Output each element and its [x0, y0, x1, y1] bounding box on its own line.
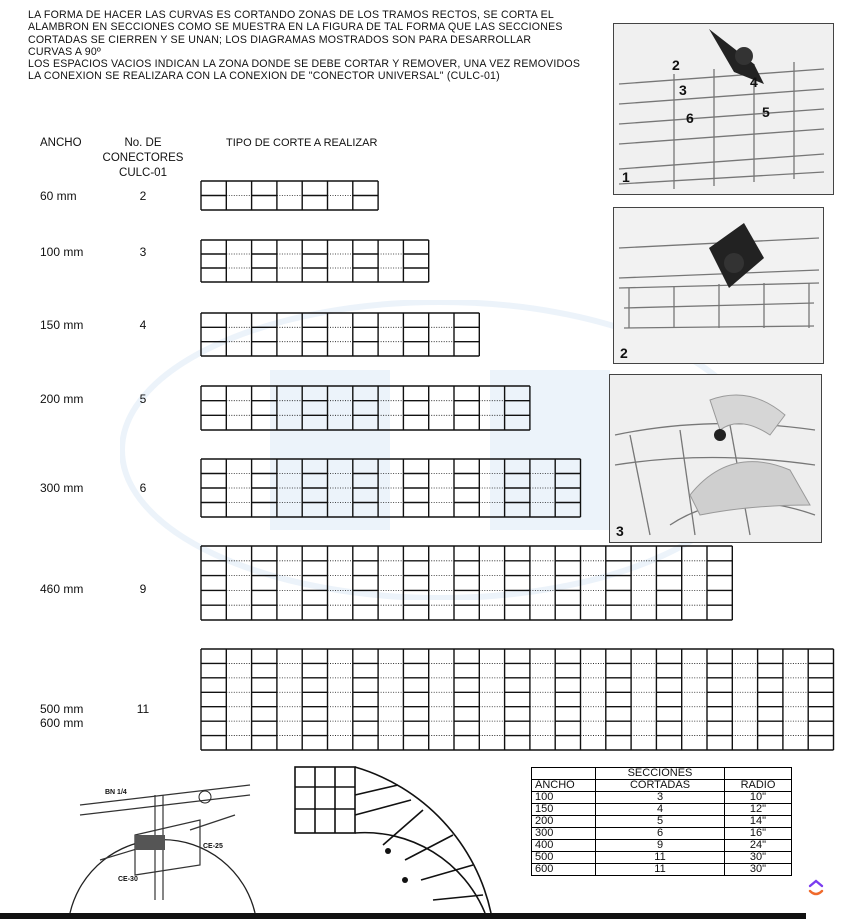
cell-secciones: 11 — [596, 864, 725, 876]
cell-radio: 12" — [725, 804, 792, 816]
detail-drawing — [60, 765, 260, 913]
row-ancho: 460 mm — [40, 582, 84, 596]
header-ancho: ANCHO — [532, 780, 596, 792]
header-radio: RADIO — [725, 780, 792, 792]
intro-line: LA CONEXION SE REALIZARA CON LA CONEXION DE "CONECTOR UNIVERSAL" (CULC-01) — [28, 70, 500, 83]
table-header-row — [532, 780, 792, 792]
photo-cutting-wire-2 — [613, 207, 824, 364]
cell-secciones: 4 — [596, 804, 725, 816]
row-ancho: 300 mm — [40, 481, 84, 495]
table-header-row — [532, 768, 792, 780]
row-ancho: 150 mm — [40, 318, 84, 332]
cell-radio: 30" — [725, 864, 792, 876]
cell-ancho: 500 — [532, 852, 596, 864]
radius-table — [531, 767, 792, 876]
row-ancho: 600 mm — [40, 716, 84, 730]
row-count: 3 — [139, 245, 147, 259]
table-row — [532, 864, 792, 876]
cell-secciones: 9 — [596, 840, 725, 852]
row-count: 11 — [136, 702, 150, 716]
app-logo-icon — [806, 878, 826, 898]
photo-drawing — [614, 208, 823, 363]
photo-label: 5 — [762, 104, 770, 120]
cell-radio: 14" — [725, 816, 792, 828]
intro-line: LOS ESPACIOS VACIOS INDICAN LA ZONA DONDE SE DEBE CORTAR Y REMOVER, UNA VEZ REMOVIDOS — [28, 58, 581, 71]
row-count: 9 — [139, 582, 147, 596]
cell-secciones: 6 — [596, 828, 725, 840]
header-cortadas: CORTADAS — [596, 780, 725, 792]
row-ancho: 500 mm — [40, 702, 84, 716]
header-conectores-line: CULC-01 — [119, 167, 167, 179]
intro-line: CORTADAS SE CIERREN Y SE UNAN; LOS DIAGRAMAS MOSTRADOS SON PARA DESARROLLAR — [28, 33, 532, 46]
photo-drawing — [614, 24, 833, 194]
table-row — [532, 828, 792, 840]
detail-label: CE-25 — [203, 843, 223, 850]
header-tipo-corte: TIPO DE CORTE A REALIZAR — [226, 137, 378, 149]
curve-90-diagram — [293, 765, 493, 915]
cell-secciones: 5 — [596, 816, 725, 828]
table-row — [532, 804, 792, 816]
header-secciones: SECCIONES — [596, 768, 725, 780]
row-ancho: 100 mm — [40, 245, 84, 259]
cell-ancho: 150 — [532, 804, 596, 816]
photo-label: 2 — [672, 57, 680, 73]
photo-label: 3 — [616, 523, 624, 539]
photo-cutting-wire-1 — [613, 23, 834, 195]
row-count: 2 — [139, 189, 147, 203]
photo-label: 1 — [622, 169, 630, 185]
photo-label: 3 — [679, 82, 687, 98]
photo-joining-sections — [609, 374, 822, 543]
photo-drawing — [610, 375, 821, 542]
table-row — [532, 852, 792, 864]
photo-label: 4 — [750, 74, 758, 90]
photo-label: 6 — [686, 110, 694, 126]
page-bottom-bar — [0, 913, 806, 919]
photo-label: 2 — [620, 345, 628, 361]
detail-label: BN 1/4 — [105, 789, 127, 796]
intro-line: ALAMBRON EN SECCIONES COMO SE MUESTRA EN LA FIGURA DE TAL FORMA QUE LAS SECCIONES — [28, 21, 563, 34]
row-count: 4 — [139, 318, 147, 332]
header-ancho: ANCHO — [40, 137, 82, 149]
row-ancho: 200 mm — [40, 392, 84, 406]
row-count: 5 — [139, 392, 147, 406]
cell-ancho: 200 — [532, 816, 596, 828]
table-row — [532, 840, 792, 852]
table-row — [532, 792, 792, 804]
cell-ancho: 100 — [532, 792, 596, 804]
table-row — [532, 816, 792, 828]
cell-ancho: 600 — [532, 864, 596, 876]
intro-line: CURVAS A 90º — [28, 45, 102, 58]
detail-label: CE-30 — [118, 876, 138, 883]
connector-detail-drawing — [60, 765, 260, 913]
cell-radio: 16" — [725, 828, 792, 840]
row-ancho: 60 mm — [40, 189, 77, 203]
cell-radio: 30" — [725, 852, 792, 864]
header-conectores-line: CONECTORES — [102, 152, 184, 164]
intro-line: LA FORMA DE HACER LAS CURVAS ES CORTANDO ZONAS DE LOS TRAMOS RECTOS, SE CORTA EL — [28, 9, 554, 21]
cell-ancho: 400 — [532, 840, 596, 852]
cell-radio: 10" — [725, 792, 792, 804]
cell-secciones: 11 — [596, 852, 725, 864]
cell-secciones: 3 — [596, 792, 725, 804]
cell-radio: 24" — [725, 840, 792, 852]
header-conectores-line: No. DE — [124, 137, 162, 149]
cell-ancho: 300 — [532, 828, 596, 840]
row-count: 6 — [139, 481, 147, 495]
